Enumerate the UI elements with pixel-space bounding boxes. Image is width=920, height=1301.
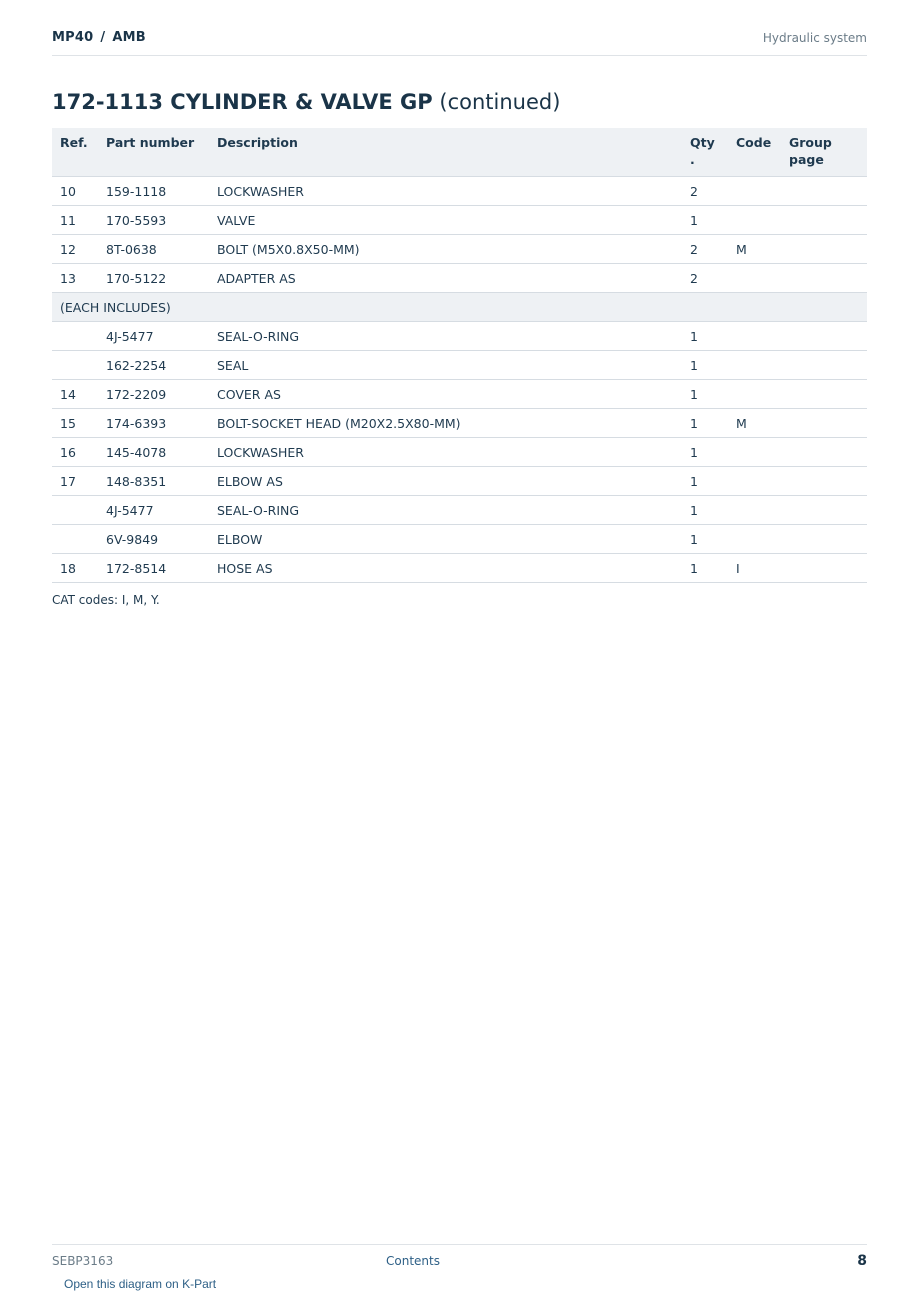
cell-description: BOLT-SOCKET HEAD (M20X2.5X80-MM)	[209, 409, 682, 438]
section-name: Hydraulic system	[762, 31, 867, 45]
table-row	[52, 554, 867, 583]
cell-part-number: 174-6393	[98, 409, 209, 438]
open-kpart-diagram-link[interactable]: Open this diagram on K-Part	[64, 1277, 217, 1291]
cell-qty: 1	[682, 351, 728, 380]
cell-qty: 2	[682, 177, 728, 206]
document-id: SEBP3163	[52, 1254, 114, 1268]
cell-group-page	[781, 467, 867, 496]
header-row	[52, 128, 867, 177]
cell-ref	[52, 525, 98, 554]
cell-code	[728, 380, 781, 409]
table-row	[52, 322, 867, 351]
cell-qty: 1	[682, 496, 728, 525]
parts-table	[52, 128, 867, 583]
cell-ref: 13	[52, 264, 98, 293]
cell-ref: 12	[52, 235, 98, 264]
cat-codes-footnote: CAT codes: I, M, Y.	[52, 593, 160, 607]
cell-description: BOLT (M5X0.8X50-MM)	[209, 235, 682, 264]
cell-group-page	[781, 322, 867, 351]
group-heading-row	[52, 293, 867, 322]
cell-qty: 2	[682, 264, 728, 293]
table-row	[52, 409, 867, 438]
cell-code: I	[728, 554, 781, 583]
cell-code	[728, 467, 781, 496]
table-row	[52, 467, 867, 496]
column-header-ref: Ref.	[52, 128, 98, 177]
breadcrumb-separator: /	[100, 30, 106, 45]
column-header-group-page	[781, 128, 867, 177]
cell-qty: 1	[682, 206, 728, 235]
table-row	[52, 496, 867, 525]
cell-ref: 18	[52, 554, 98, 583]
cell-description: HOSE AS	[209, 554, 682, 583]
table-body	[52, 177, 867, 583]
page-title	[52, 90, 560, 114]
cell-part-number: 6V-9849	[98, 525, 209, 554]
cell-code	[728, 496, 781, 525]
cell-group-page	[781, 206, 867, 235]
cell-description: SEAL	[209, 351, 682, 380]
page-footer	[52, 1244, 867, 1301]
cell-description: LOCKWASHER	[209, 177, 682, 206]
cell-code	[728, 264, 781, 293]
cell-qty: 1	[682, 554, 728, 583]
model-variant: AMB	[112, 30, 146, 45]
contents-link[interactable]: Contents	[386, 1254, 440, 1268]
cell-group-page	[781, 380, 867, 409]
cell-ref: 17	[52, 467, 98, 496]
cell-code	[728, 322, 781, 351]
cell-ref: 10	[52, 177, 98, 206]
cell-description: SEAL-O-RING	[209, 496, 682, 525]
cell-ref: 16	[52, 438, 98, 467]
cell-part-number: 172-8514	[98, 554, 209, 583]
cell-qty: 1	[682, 380, 728, 409]
group-page-header-text: Group page	[789, 135, 832, 167]
cell-group-page	[781, 525, 867, 554]
title-suffix: (continued)	[439, 90, 561, 114]
cell-group-page	[781, 409, 867, 438]
cell-part-number: 170-5122	[98, 264, 209, 293]
cell-description: COVER AS	[209, 380, 682, 409]
cell-ref	[52, 322, 98, 351]
column-header-part-number: Part number	[98, 128, 209, 177]
cell-group-page	[781, 177, 867, 206]
table-row	[52, 380, 867, 409]
table-row	[52, 235, 867, 264]
cell-part-number: 4J-5477	[98, 322, 209, 351]
cell-description: LOCKWASHER	[209, 438, 682, 467]
table-row	[52, 264, 867, 293]
cell-part-number: 159-1118	[98, 177, 209, 206]
cell-ref	[52, 351, 98, 380]
model-breadcrumb	[52, 30, 146, 45]
cell-ref: 14	[52, 380, 98, 409]
page-header	[52, 28, 867, 56]
column-header-description: Description	[209, 128, 682, 177]
cell-description: ELBOW	[209, 525, 682, 554]
cell-qty: 2	[682, 235, 728, 264]
cell-qty: 1	[682, 322, 728, 351]
cell-group-page	[781, 438, 867, 467]
column-header-code: Code	[728, 128, 781, 177]
cell-ref	[52, 496, 98, 525]
cell-group-page	[781, 235, 867, 264]
cell-code	[728, 438, 781, 467]
document-page	[52, 0, 867, 1300]
cell-description: VALVE	[209, 206, 682, 235]
cell-description: SEAL-O-RING	[209, 322, 682, 351]
cell-part-number: 8T-0638	[98, 235, 209, 264]
qty-header-text: Qty .	[690, 135, 715, 167]
cell-code: M	[728, 409, 781, 438]
cell-group-page	[781, 554, 867, 583]
cell-description: ELBOW AS	[209, 467, 682, 496]
table-header	[52, 128, 867, 177]
cell-part-number: 4J-5477	[98, 496, 209, 525]
cell-qty: 1	[682, 467, 728, 496]
table-row	[52, 351, 867, 380]
table-row	[52, 525, 867, 554]
cell-part-number: 170-5593	[98, 206, 209, 235]
cell-qty: 1	[682, 438, 728, 467]
cell-code	[728, 351, 781, 380]
cell-part-number: 145-4078	[98, 438, 209, 467]
cell-ref: 11	[52, 206, 98, 235]
cell-group-page	[781, 496, 867, 525]
table-row	[52, 206, 867, 235]
column-header-qty	[682, 128, 728, 177]
cell-part-number: 172-2209	[98, 380, 209, 409]
page-number: 8	[857, 1253, 867, 1269]
group-heading-each-includes: (EACH INCLUDES)	[52, 293, 867, 322]
cell-group-page	[781, 351, 867, 380]
cell-ref: 15	[52, 409, 98, 438]
table-row	[52, 177, 867, 206]
cell-code	[728, 206, 781, 235]
cell-code	[728, 177, 781, 206]
table-row	[52, 438, 867, 467]
model-name: MP40	[52, 30, 94, 45]
cell-qty: 1	[682, 525, 728, 554]
cell-code: M	[728, 235, 781, 264]
cell-description: ADAPTER AS	[209, 264, 682, 293]
cell-part-number: 148-8351	[98, 467, 209, 496]
cell-group-page	[781, 264, 867, 293]
cell-qty: 1	[682, 409, 728, 438]
group-title: 172-1113 CYLINDER & VALVE GP	[52, 90, 433, 114]
cell-code	[728, 525, 781, 554]
cell-part-number: 162-2254	[98, 351, 209, 380]
